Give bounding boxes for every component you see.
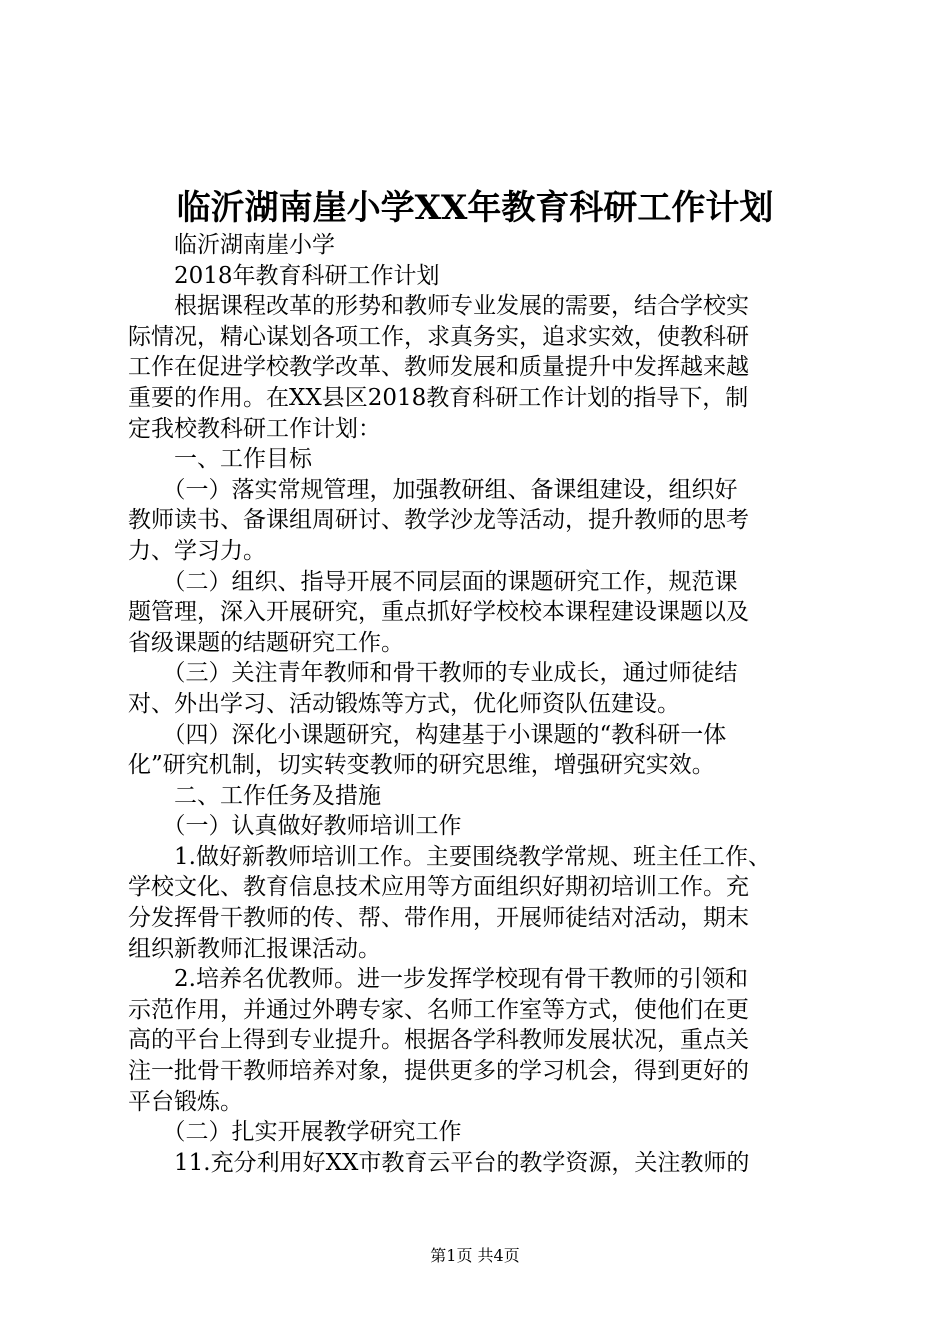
paragraph-line: 示范作用，并通过外聘专家、名师工作室等方式，使他们在更 (128, 996, 749, 1023)
paragraph-line: （一）认真做好教师培训工作 (128, 813, 462, 840)
paragraph-line: 二、工作任务及措施 (128, 782, 381, 809)
paragraph-line: 11.充分利用好XX市教育云平台的教学资源，关注教师的 (128, 1149, 750, 1176)
document-title: 临沂湖南崖小学XX年教育科研工作计划 (176, 188, 774, 228)
paragraph-line: 注一批骨干教师培养对象，提供更多的学习机会，得到更好的 (128, 1058, 749, 1085)
paragraph-line: 定我校教科研工作计划： (128, 415, 381, 442)
paragraph-line: （二）扎实开展教学研究工作 (128, 1119, 462, 1146)
paragraph-line: 根据课程改革的形势和教师专业发展的需要，结合学校实 (128, 293, 749, 320)
paragraph-line: 际情况，精心谋划各项工作，求真务实，追求实效，使教科研 (128, 323, 749, 350)
paragraph-line: 2.培养名优教师。进一步发挥学校现有骨干教师的引领和 (128, 966, 748, 993)
paragraph-line: 高的平台上得到专业提升。根据各学科教师发展状况，重点关 (128, 1027, 749, 1054)
paragraph-line: 省级课题的结题研究工作。 (128, 629, 404, 656)
paragraph-line: 分发挥骨干教师的传、帮、带作用，开展师徒结对活动，期末 (128, 905, 749, 932)
paragraph-line: （四）深化小课题研究，构建基于小课题的“教科研一体 (128, 721, 727, 748)
paragraph-line: （二）组织、指导开展不同层面的课题研究工作，规范课 (128, 568, 738, 595)
paragraph-line: 重要的作用。在XX县区2018教育科研工作计划的指导下，制 (128, 384, 749, 411)
paragraph-line: 一、工作目标 (128, 446, 312, 473)
paragraph-line: 力、学习力。 (128, 537, 266, 564)
paragraph-line: （三）关注青年教师和骨干教师的专业成长，通过师徒结 (128, 660, 738, 687)
paragraph-line: 对、外出学习、活动锻炼等方式，优化师资队伍建设。 (128, 690, 680, 717)
paragraph-line: 学校文化、教育信息技术应用等方面组织好期初培训工作。充 (128, 874, 749, 901)
paragraph-line: 1.做好新教师培训工作。主要围绕教学常规、班主任工作、 (128, 843, 771, 870)
paragraph-line: 工作在促进学校教学改革、教师发展和质量提升中发挥越来越 (128, 354, 749, 381)
paragraph-line: 题管理，深入开展研究，重点抓好学校校本课程建设课题以及 (128, 599, 749, 626)
paragraph-line: 组织新教师汇报课活动。 (128, 935, 381, 962)
paragraph-line: 化”研究机制，切实转变教师的研究思维，增强研究实效。 (128, 752, 715, 779)
paragraph-line: （一）落实常规管理，加强教研组、备课组建设，组织好 (128, 476, 738, 503)
paragraph-line: 2018年教育科研工作计划 (128, 262, 440, 289)
paragraph-line: 平台锻炼。 (128, 1088, 243, 1115)
paragraph-line: 教师读书、备课组周研讨、教学沙龙等活动，提升教师的思考 (128, 507, 749, 534)
document-body (128, 230, 832, 1178)
paragraph-line: 临沂湖南崖小学 (128, 232, 335, 258)
page-footer: 第1页 共4页 (430, 1246, 520, 1265)
